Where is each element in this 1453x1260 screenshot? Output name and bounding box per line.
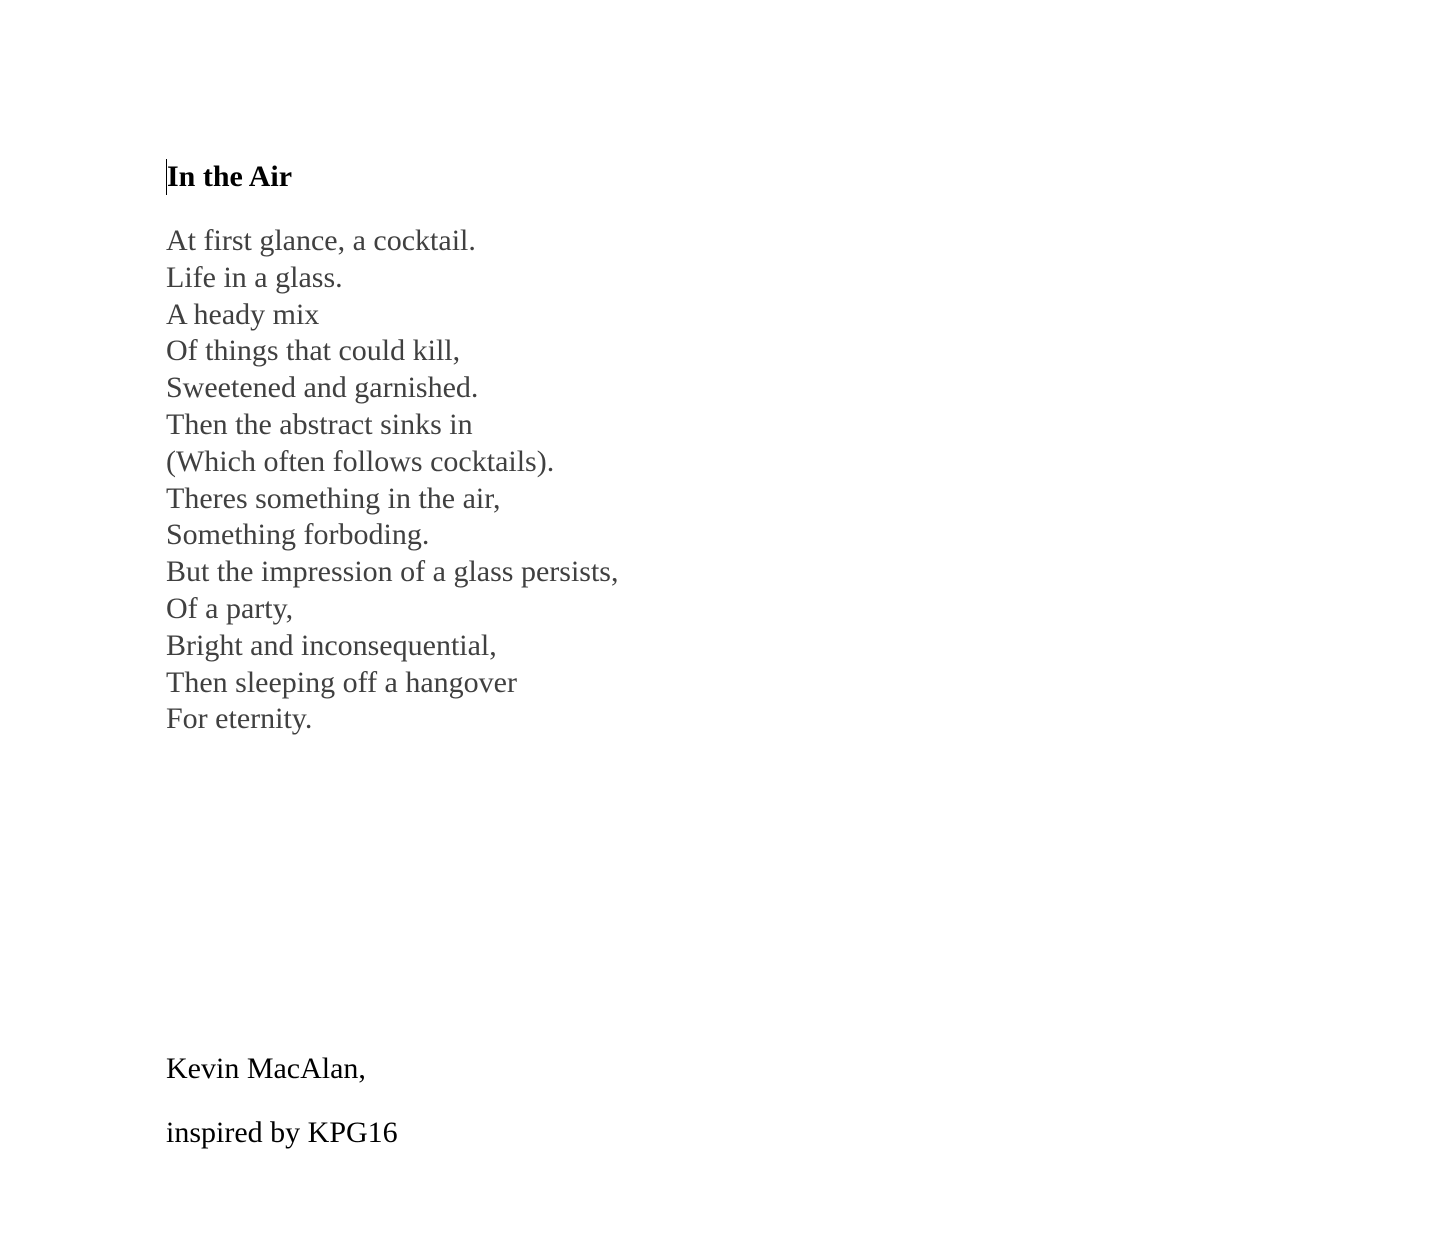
poem-line[interactable]: But the impression of a glass persists, xyxy=(166,555,619,589)
poem-body xyxy=(166,223,618,738)
title-block xyxy=(166,158,292,196)
poem-line[interactable]: Then the abstract sinks in xyxy=(166,407,473,441)
poem-line[interactable]: Theres something in the air, xyxy=(166,481,501,515)
text-cursor xyxy=(166,159,167,195)
poem-line[interactable]: (Which often follows cocktails). xyxy=(166,444,555,478)
poem-line[interactable]: Life in a glass. xyxy=(166,260,343,294)
poem-line[interactable]: Something forboding. xyxy=(166,518,430,552)
poem-line[interactable]: Sweetened and garnished. xyxy=(166,371,479,405)
inspiration-credit[interactable]: inspired by KPG16 xyxy=(166,1116,398,1149)
poem-line[interactable]: Bright and inconsequential, xyxy=(166,628,497,662)
author-signature[interactable]: Kevin MacAlan, xyxy=(166,1052,366,1085)
poem-line[interactable]: For eternity. xyxy=(166,702,313,736)
poem-line[interactable]: Then sleeping off a hangover xyxy=(166,665,517,699)
poem-line[interactable]: At first glance, a cocktail. xyxy=(166,224,476,257)
poem-title[interactable]: In the Air xyxy=(167,160,293,193)
poem-line[interactable]: A heady mix xyxy=(166,297,320,331)
poem-line[interactable]: Of a party, xyxy=(166,591,294,625)
poem-line[interactable]: Of things that could kill, xyxy=(166,334,461,368)
